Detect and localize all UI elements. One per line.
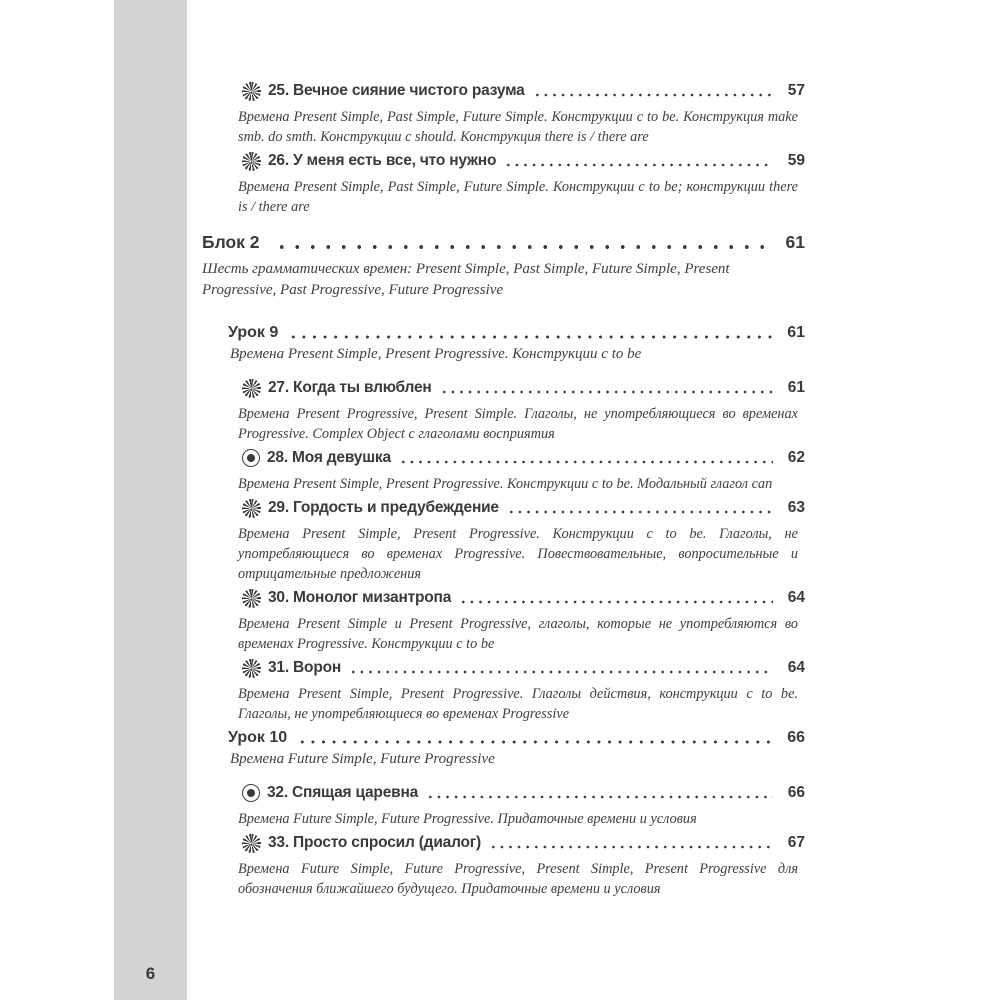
dot-leader [502, 162, 773, 168]
toc-entry [202, 657, 805, 724]
dot-leader [457, 599, 773, 605]
toc-entry [202, 497, 805, 584]
toc-entry-page-number: 61 [787, 379, 805, 396]
spiral-icon [242, 152, 261, 171]
toc-entry-description: Времена Present Simple, Past Simple, Future Simple. Конструкции с to be; конструкции there is / there are [238, 179, 798, 215]
toc-entry-page-number: 59 [787, 152, 805, 169]
table-of-contents [202, 0, 805, 899]
toc-entry-label: Урок 9 [228, 323, 279, 341]
toc-entry-page-number: 57 [787, 82, 805, 99]
toc-entry-row [202, 229, 805, 255]
toc-entry-row [242, 447, 805, 469]
toc-entry-description: Времена Present Progressive, Present Simple. Глаголы, не употребляющиеся во временах Progressive. Complex Object с глаголами восприятия [238, 406, 798, 442]
toc-entry-description: Времена Future Simple, Future Progressive, Present Simple, Present Progressive для обозначения ближайшего будущего. Придаточные времени и условия [238, 861, 798, 897]
toc-entry-label: 32. Спящая царевна [267, 784, 419, 801]
toc-entry-page-number: 64 [787, 659, 805, 676]
toc-entry-label: 30. Монолог мизантропа [268, 589, 452, 606]
spiral-icon [242, 379, 261, 398]
toc-entry-page-number: 67 [787, 834, 805, 851]
toc-entry-row [228, 726, 805, 749]
toc-entry-description: Времена Future Simple, Future Progressive. Придаточные времени и условия [238, 811, 697, 827]
toc-entry-label: 28. Моя девушка [267, 449, 391, 466]
toc-entry-label: Урок 10 [228, 728, 288, 746]
spiral-icon [242, 834, 261, 853]
toc-entry-description: Времена Present Simple, Present Progressive. Конструкции с to be. Глаголы, не употребляющиеся во временах Progressive. Повествовательные, вопросительные и отрицательные предложения [238, 526, 798, 582]
toc-entry [202, 726, 805, 770]
dot-leader [438, 389, 773, 395]
dot-leader [295, 739, 773, 745]
toc-entry-row [242, 657, 805, 679]
spiral-icon [242, 659, 261, 678]
toc-entry-row [242, 80, 805, 102]
page-margin-band [114, 0, 187, 1000]
toc-entry [202, 321, 805, 365]
toc-entry [202, 447, 805, 494]
toc-entry-description: Времена Future Simple, Future Progressive [230, 751, 495, 767]
toc-entry-page-number: 63 [787, 499, 805, 516]
spiral-icon [242, 82, 261, 101]
toc-entry-row [242, 782, 805, 804]
toc-entry [202, 150, 805, 217]
toc-entry-page-number: 61 [787, 323, 805, 341]
dot-leader [397, 459, 773, 465]
toc-entry-row [228, 321, 805, 344]
toc-entry-description: Времена Present Simple, Present Progressive. Конструкции с to be [230, 346, 642, 362]
toc-entry-page-number: 66 [787, 728, 805, 746]
toc-entry-label: 26. У меня есть все, что нужно [268, 152, 497, 169]
toc-entry [202, 229, 805, 301]
dot-leader [531, 92, 773, 98]
toc-entry [202, 587, 805, 654]
dot-leader [286, 334, 773, 340]
dot-leader [424, 794, 773, 800]
toc-entry-row [242, 150, 805, 172]
circle-dot-icon [242, 449, 260, 467]
toc-entry [202, 782, 805, 829]
spiral-icon [242, 589, 261, 608]
toc-entry [202, 377, 805, 444]
toc-entry-row [242, 377, 805, 399]
toc-entry-label: 25. Вечное сияние чистого разума [268, 82, 525, 99]
dot-leader [347, 669, 773, 675]
circle-dot-icon [242, 784, 260, 802]
toc-entry-row [242, 497, 805, 519]
toc-entry-description: Шесть грамматических времен: Present Simple, Past Simple, Future Simple, Present Progressive, Past Progressive, Future Progressive [202, 261, 730, 298]
toc-entry-description: Времена Present Simple, Present Progressive. Глаголы действия, конструкции с to be. Глаголы, не употребляющиеся во временах Progressive [238, 686, 798, 722]
toc-entry-page-number: 61 [785, 231, 805, 252]
toc-entry [202, 80, 805, 147]
toc-entry-page-number: 66 [787, 784, 805, 801]
toc-entry-label: 31. Ворон [268, 659, 342, 676]
toc-entry [202, 832, 805, 899]
dot-leader [487, 844, 773, 850]
toc-entry-label: 27. Когда ты влюблен [268, 379, 432, 396]
dot-leader [272, 244, 771, 250]
toc-entry-page-number: 64 [787, 589, 805, 606]
toc-entry-row [242, 832, 805, 854]
toc-entry-row [242, 587, 805, 609]
dot-leader [505, 509, 773, 515]
toc-entry-description: Времена Present Simple и Present Progressive, глаголы, которые не употребляются во временах Progressive. Конструкции с to be [238, 616, 798, 652]
toc-entry-label: 33. Просто спросил (диалог) [268, 834, 482, 851]
toc-entry-label: Блок 2 [202, 231, 260, 252]
toc-entry-description: Времена Present Simple, Present Progressive. Конструкции с to be. Модальный глагол can [238, 476, 773, 492]
toc-entry-page-number: 62 [787, 449, 805, 466]
toc-entry-description: Времена Present Simple, Past Simple, Future Simple. Конструкции с to be. Конструкция make smb. do smth. Конструкции с should. Конструкция there is / there are [238, 109, 798, 145]
spiral-icon [242, 499, 261, 518]
footer-page-number: 6 [145, 964, 156, 983]
toc-entry-label: 29. Гордость и предубеждение [268, 499, 499, 516]
